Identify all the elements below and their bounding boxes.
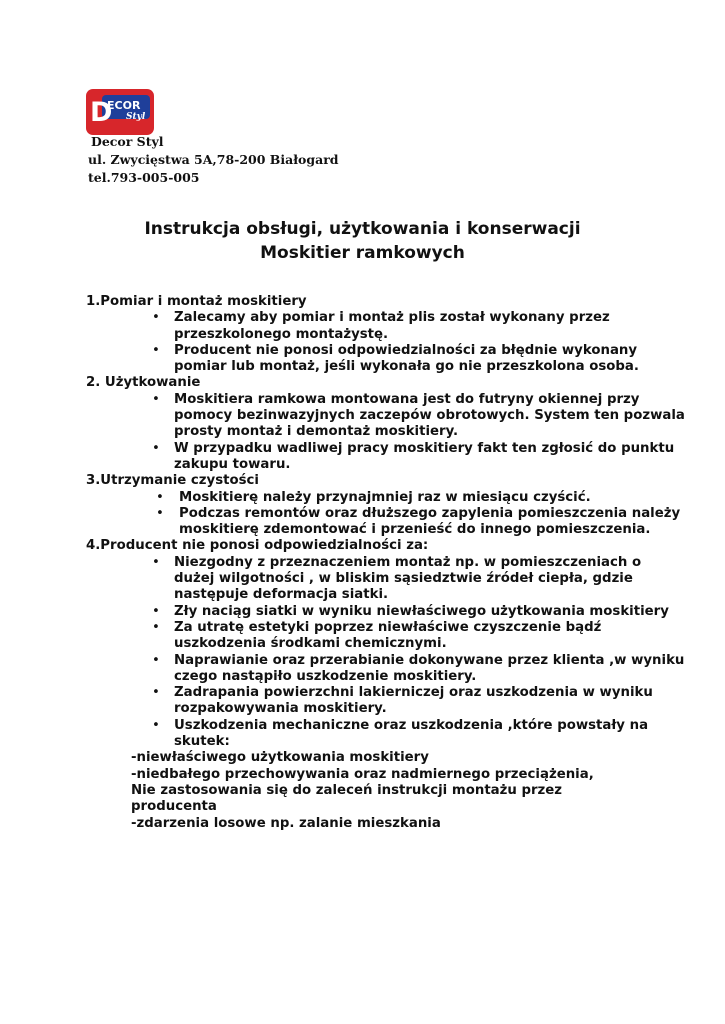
- decor-styl-logo: [86, 89, 154, 135]
- section-cleaning: [86, 473, 686, 538]
- tail-line: -niewłaściwego użytkowania moskitiery: [131, 750, 429, 766]
- document-body: [86, 294, 686, 832]
- section-liability: [86, 538, 686, 831]
- list-item: • Moskitiera ramkowa montowana jest do futryny okiennej przy pomocy bezinwazyjnych zaczepów obrotowych. System ten pozwala prosty montaż i demontaż moskitiery.: [86, 392, 686, 441]
- tail-line: producenta: [131, 799, 217, 815]
- list-item: • Za utratę estetyki poprzez niewłaściwe czyszczenie bądź uszkodzenia środkami chemicznymi.: [86, 620, 686, 653]
- company-address: ul. Zwycięstwa 5A,78-200 Białogard: [88, 152, 339, 167]
- company-info: [88, 133, 339, 187]
- company-name: Decor Styl: [91, 134, 164, 149]
- section-measurement: [86, 294, 686, 375]
- tail-line: -zdarzenia losowe np. zalanie mieszkania: [131, 815, 441, 831]
- list-item: • Zły naciąg siatki w wyniku niewłaściwego użytkowania moskitiery: [86, 604, 686, 620]
- list-item: • Podczas remontów oraz dłuższego zapylenia pomieszczenia należy moskitierę zdemontować i przenieść do innego pomieszczenia.: [86, 506, 686, 539]
- list-item: • Naprawianie oraz przerabianie dokonywane przez klienta ,w wyniku czego nastąpiło uszkodzenie moskitiery.: [86, 653, 686, 686]
- logo-letter: D: [90, 97, 113, 128]
- section-heading: 1.Pomiar i montaż moskitiery: [86, 294, 307, 309]
- section-heading: 3.Utrzymanie czystości: [86, 473, 259, 489]
- list-item: • Uszkodzenia mechaniczne oraz uszkodzenia ,które powstały na skutek:: [86, 718, 686, 751]
- list-item: • Moskitierę należy przynajmniej raz w miesiącu czyścić.: [86, 490, 686, 506]
- list-item: • Zalecamy aby pomiar i montaż plis został wykonany przez przeszkolonego montażystę.: [86, 310, 686, 343]
- tail-line: Nie zastosowania się do zaleceń instrukcji montażu przez: [131, 782, 563, 798]
- section-heading: 4.Producent nie ponosi odpowiedzialności za:: [86, 538, 429, 554]
- document-title-line-1: Instrukcja obsługi, użytkowania i konserwacji: [144, 219, 581, 239]
- list-item: • Producent nie ponosi odpowiedzialności za błędnie wykonany pomiar lub montaż, jeśli wykonała go nie przeszkolona osoba.: [86, 343, 686, 376]
- company-phone: tel.793-005-005: [88, 170, 200, 185]
- logo-text-main: ECOR: [107, 99, 141, 112]
- list-item: • Niezgodny z przeznaczeniem montaż np. w pomieszczeniach o dużej wilgotności , w bliskim sąsiedztwie źródeł ciepła, gdzie następuje deformacja siatki.: [86, 555, 686, 604]
- list-item: • Zadrapania powierzchni lakierniczej oraz uszkodzenia w wyniku rozpakowywania moskitiery.: [86, 685, 686, 718]
- logo-text-sub: Styl: [126, 112, 146, 122]
- tail-line: -niedbałego przechowywania oraz nadmiernego przeciążenia,: [131, 766, 594, 782]
- list-item: • W przypadku wadliwej pracy moskitiery fakt ten zgłosić do punktu zakupu towaru.: [86, 441, 686, 474]
- section-usage: [86, 375, 686, 473]
- liability-tail: [86, 750, 686, 831]
- section-heading: 2. Użytkowanie: [86, 375, 201, 391]
- document-title-line-2: Moskitier ramkowych: [260, 243, 465, 263]
